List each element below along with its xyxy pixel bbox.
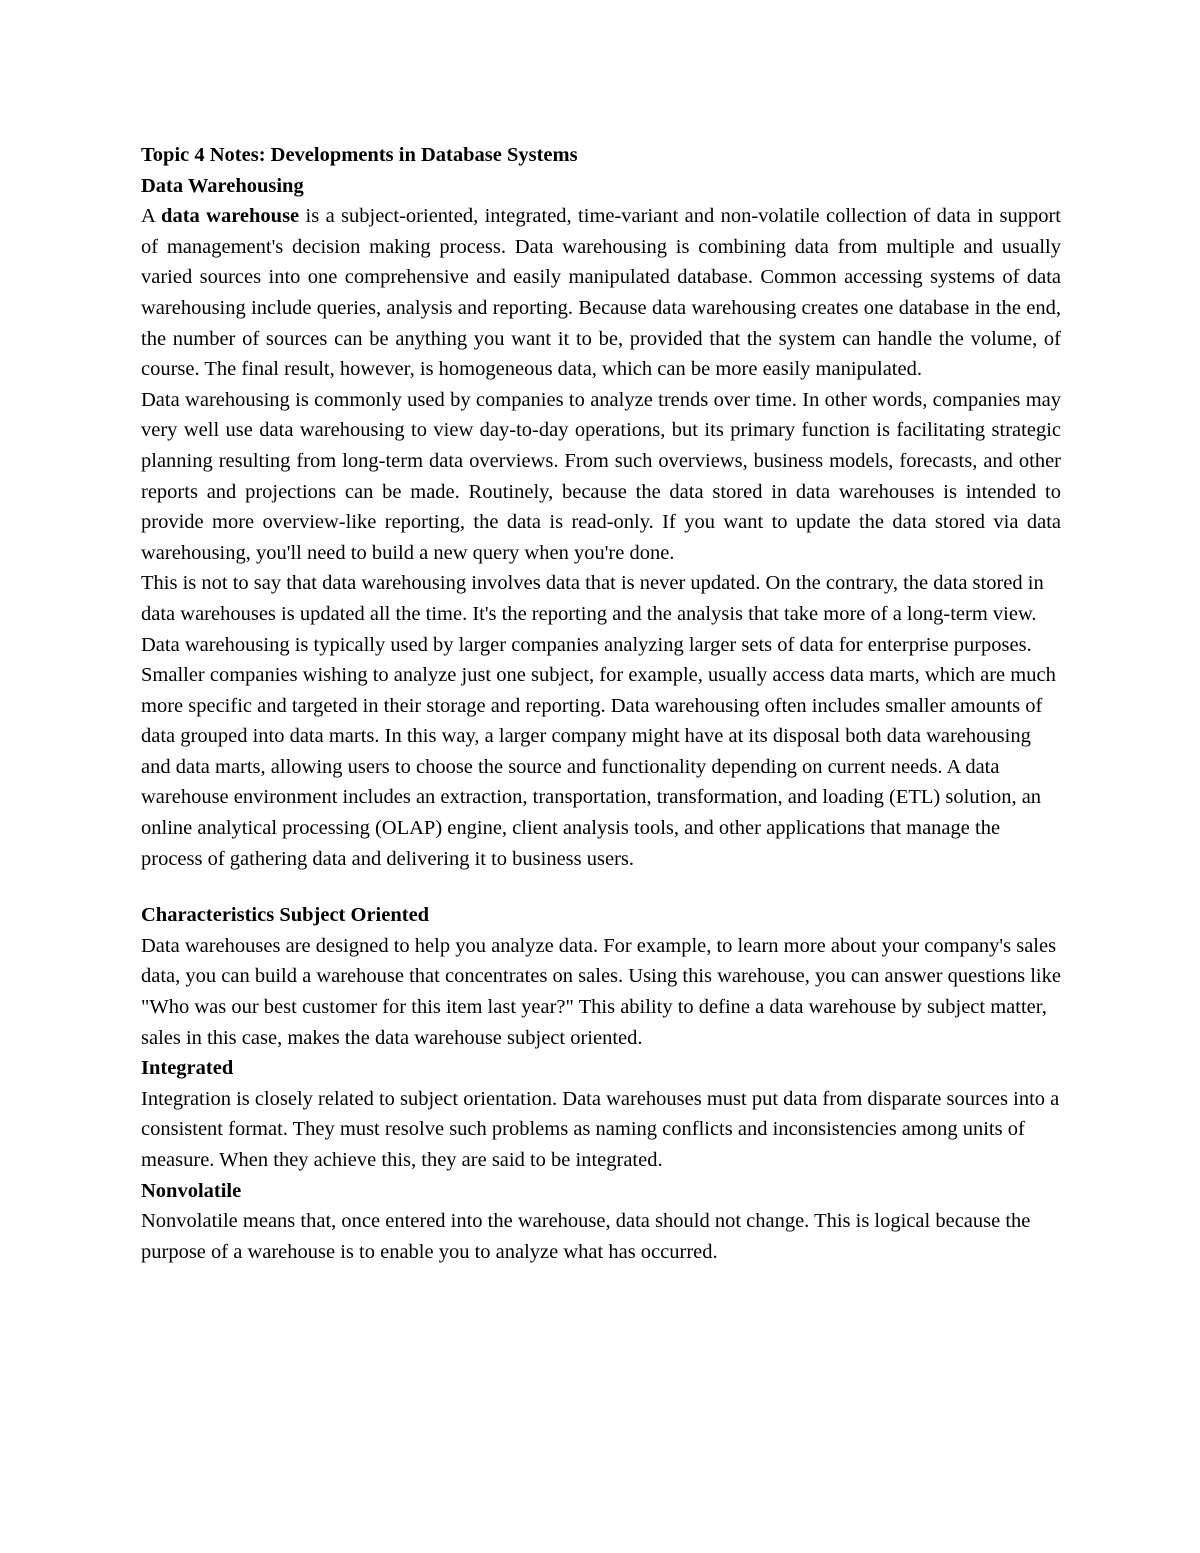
paragraph-data-marts: Data warehousing is typically used by larger companies analyzing larger sets of data for enterprise purposes. Smaller companies wishing to analyze just one subject, for example, usually access data marts, which are much more specific and targeted in their storage and reporting. Data warehousing often includes smaller amounts of data grouped into data marts. In this way, a larger company might have at its disposal both data warehousing and data marts, allowing users to choose the source and functionality depending on current needs. A data warehouse environment includes an extraction, transportation, transformation, and loading (ETL) solution, an online analytical processing (OLAP) engine, client analysis tools, and other applications that manage the process of gathering data and delivering it to business users. — [141, 633, 1056, 870]
paragraph-rest: is a subject-oriented, integrated, time-variant and non-volatile collection of data in support of management's decision making process. Data warehousing is combining data from multiple and usually varied sources into one comprehensive and easily manipulated database. Common accessing systems of data warehousing include queries, analysis and reporting. Because data warehousing creates one database in the end, the number of sources can be anything you want it to be, provided that the system can handle the volume, of course. The final result, however, is homogeneous data, which can be more easily manipulated. — [141, 205, 1061, 381]
paragraph-updates: This is not to say that data warehousing involves data that is never updated. On the contrary, the data stored in data warehouses is updated all the time. It's the reporting and the analysis that take more of a long-term view. — [141, 572, 1044, 625]
paragraph-definition — [141, 201, 1061, 385]
paragraph-lead: A — [141, 205, 162, 228]
paragraph-integrated: Integration is closely related to subject orientation. Data warehouses must put data from disparate sources into a consistent format. They must resolve such problems as naming conflicts and inconsistencies among units of measure. When they achieve this, they are said to be integrated. — [141, 1087, 1060, 1171]
document-title: Topic 4 Notes: Developments in Database Systems — [141, 144, 578, 166]
section-heading-integrated: Integrated — [141, 1057, 234, 1080]
section-spacer — [141, 874, 1061, 900]
paragraph-trends: Data warehousing is commonly used by companies to analyze trends over time. In other words, companies may very well use data warehousing to view day-to-day operations, but its primary function is facilitating strategic planning resulting from long-term data overviews. From such overviews, business models, forecasts, and other reports and projections can be made. Routinely, because the data stored in data warehouses is intended to provide more overview-like reporting, the data is read-only. If you want to update the data stored via data warehousing, you'll need to build a new query when you're done. — [141, 388, 1061, 564]
paragraph-subject-oriented: Data warehouses are designed to help you analyze data. For example, to learn more about your company's sales data, you can build a warehouse that concentrates on sales. Using this warehouse, you can answer questions like "Who was our best customer for this item last year?" This ability to define a data warehouse by subject matter, sales in this case, makes the data warehouse subject oriented. — [141, 934, 1061, 1049]
document-page — [141, 140, 1061, 1267]
term-data-warehouse: data warehouse — [161, 205, 300, 228]
section-heading-subject-oriented: Characteristics Subject Oriented — [141, 904, 430, 927]
section-heading-data-warehousing: Data Warehousing — [141, 174, 304, 197]
paragraph-nonvolatile: Nonvolatile means that, once entered into the warehouse, data should not change. This is logical because the purpose of a warehouse is to enable you to analyze what has occurred. — [141, 1210, 1031, 1263]
section-heading-nonvolatile: Nonvolatile — [141, 1179, 242, 1202]
